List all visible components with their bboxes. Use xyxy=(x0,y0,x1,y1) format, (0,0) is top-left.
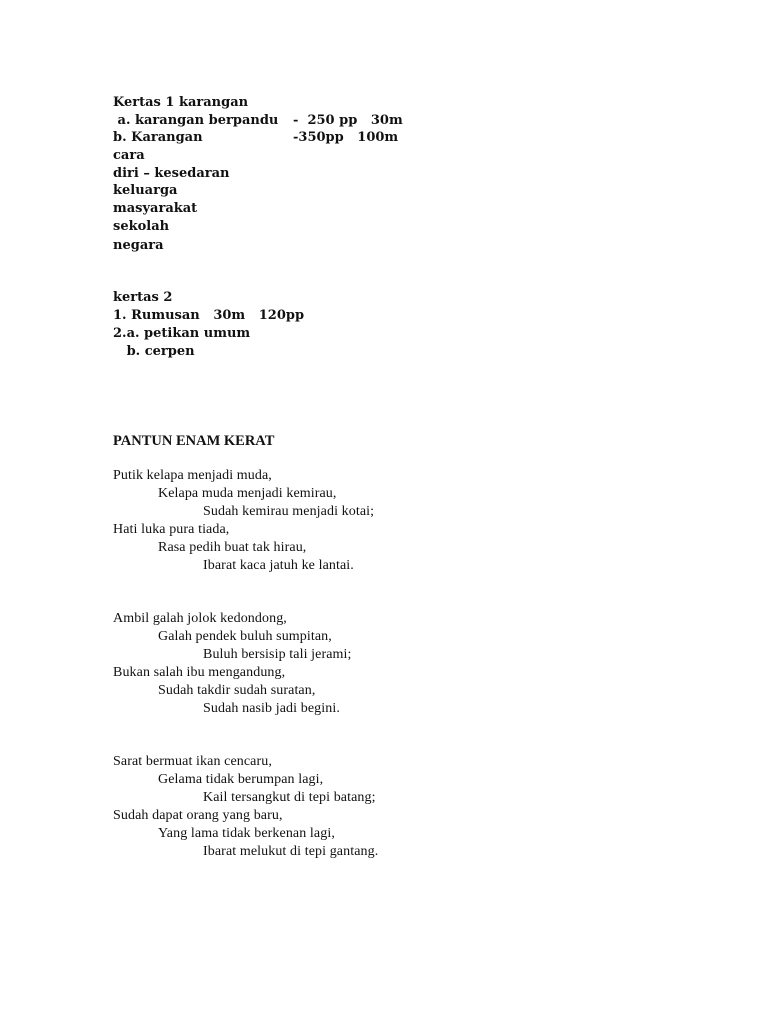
kertas1-item-a-label: a. karangan berpandu xyxy=(113,113,279,128)
kertas1-item-b-label: b. Karangan xyxy=(113,130,203,145)
topic-item: cara xyxy=(113,148,145,163)
kertas2-item: b. cerpen xyxy=(113,344,195,359)
kertas1-item-b-detail: -350pp 100m xyxy=(293,130,399,145)
kertas2-title: kertas 2 xyxy=(113,290,173,305)
pantun-line: Hati luka pura tiada, xyxy=(113,522,230,537)
pantun-line: Kail tersangkut di tepi batang; xyxy=(203,790,376,805)
topic-item: diri – kesedaran xyxy=(113,166,230,181)
pantun-line: Sudah kemirau menjadi kotai; xyxy=(203,504,375,519)
kertas2-item: 2.a. petikan umum xyxy=(113,326,251,341)
pantun-line: Putik kelapa menjadi muda, xyxy=(113,468,272,483)
pantun-line: Sudah nasib jadi begini. xyxy=(203,701,340,716)
topic-item: masyarakat xyxy=(113,201,198,216)
kertas2-item: 1. Rumusan 30m 120pp xyxy=(113,308,305,323)
pantun-line: Gelama tidak berumpan lagi, xyxy=(158,772,324,787)
pantun-heading: PANTUN ENAM KERAT xyxy=(113,433,275,449)
pantun-line: Rasa pedih buat tak hirau, xyxy=(158,540,307,555)
pantun-line: Galah pendek buluh sumpitan, xyxy=(158,629,332,644)
kertas1-item-a-detail: - 250 pp 30m xyxy=(293,113,403,128)
pantun-line: Yang lama tidak berkenan lagi, xyxy=(158,826,335,841)
pantun-line: Ibarat melukut di tepi gantang. xyxy=(203,844,379,859)
kertas1-title: Kertas 1 karangan xyxy=(113,95,249,110)
pantun-line: Ambil galah jolok kedondong, xyxy=(113,611,287,626)
pantun-line: Kelapa muda menjadi kemirau, xyxy=(158,486,337,501)
topic-item: sekolah xyxy=(113,219,170,234)
topic-item: keluarga xyxy=(113,183,178,198)
pantun-line: Sudah dapat orang yang baru, xyxy=(113,808,283,823)
topic-item: negara xyxy=(113,238,164,253)
pantun-line: Buluh bersisip tali jerami; xyxy=(203,647,352,662)
pantun-line: Ibarat kaca jatuh ke lantai. xyxy=(203,558,354,573)
pantun-line: Bukan salah ibu mengandung, xyxy=(113,665,286,680)
pantun-line: Sarat bermuat ikan cencaru, xyxy=(113,754,272,769)
pantun-line: Sudah takdir sudah suratan, xyxy=(158,683,316,698)
